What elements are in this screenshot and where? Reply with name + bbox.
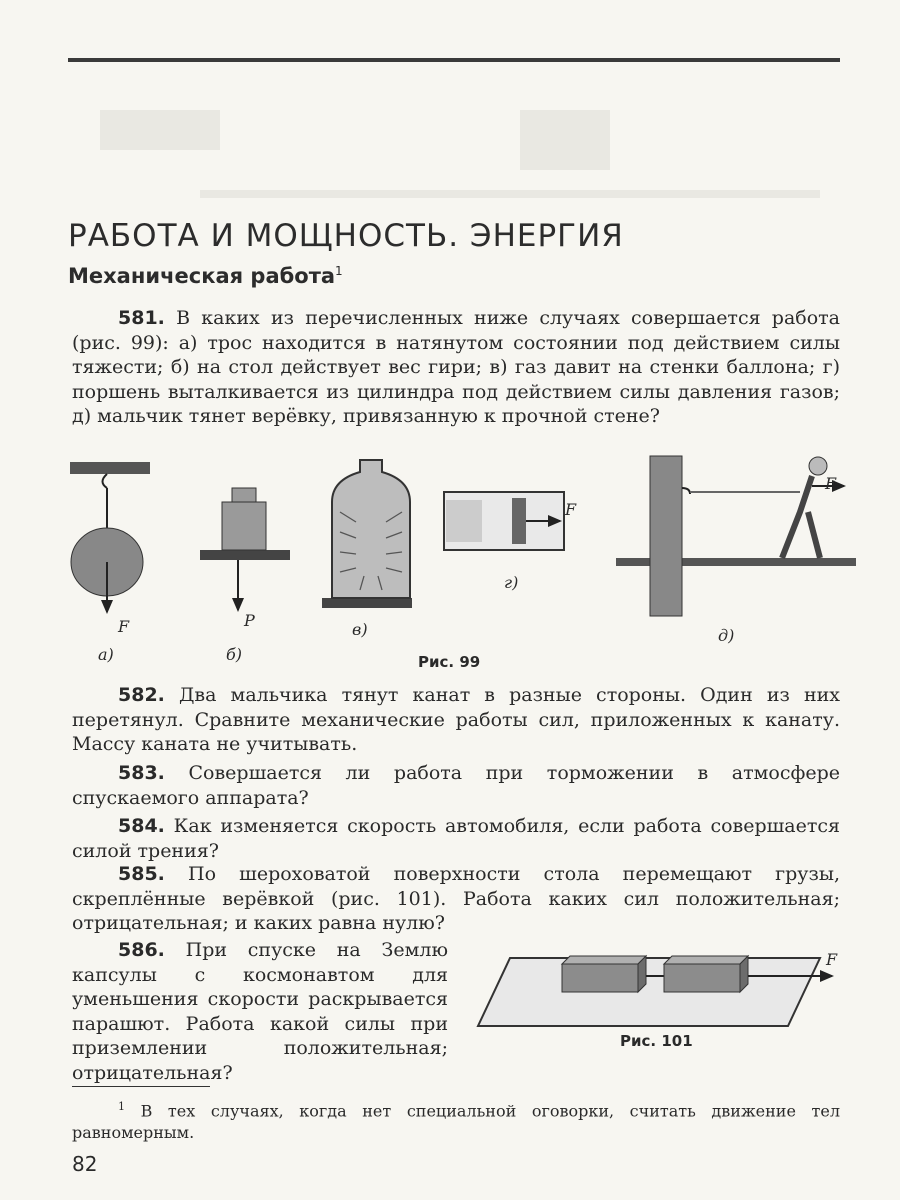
force-label-f-e: F: [825, 474, 837, 493]
problem-number: 585.: [118, 863, 165, 885]
top-rule: [68, 58, 840, 62]
section-title-text: Механическая работа: [68, 264, 336, 288]
section-title: [68, 264, 343, 288]
problem-number: 582.: [118, 684, 165, 706]
problem-number: 581.: [118, 307, 165, 329]
fig99-b-weight-on-table: [200, 488, 290, 610]
fig101-force-label: F: [826, 950, 838, 969]
bleed-through-block: [100, 110, 220, 150]
footnote-text: В тех случаях, когда нет специальной оговорки, считать движение тел равномерным.: [72, 1101, 840, 1143]
fig99-caption: Рис. 99: [418, 653, 481, 671]
fig101-caption: Рис. 101: [620, 1032, 693, 1050]
problem-583: [72, 761, 840, 810]
problem-number: 584.: [118, 815, 165, 837]
footnote: [72, 1096, 840, 1144]
chapter-title: РАБОТА И МОЩНОСТЬ. ЭНЕРГИЯ: [68, 218, 624, 254]
fig99-label-b: б): [226, 645, 243, 664]
problem-text: Как изменяется скорость автомобиля, если работа совершается силой трения?: [72, 815, 840, 862]
problem-581: [72, 306, 840, 429]
fig99-label-d: г): [504, 573, 519, 592]
fig101-block-1: [562, 956, 646, 992]
fig101-block-2: [664, 956, 748, 992]
problem-text: По шероховатой поверхности стола перемещают грузы, скреплённые верёвкой (рис. 101). Работа каких сил положительная; отрицательная; и каких равна нулю?: [72, 863, 841, 934]
figure-101: [470, 948, 840, 1038]
problem-text: При спуске на Землю капсулы с космонавтом для уменьшения скорости раскрывается парашют. Работа какой силы при приземлении положительная; отрицательная?: [72, 939, 448, 1084]
fig99-label-e: д): [718, 626, 735, 645]
force-label-f-a: F: [118, 617, 130, 636]
problem-text: Два мальчика тянут канат в разные стороны. Один из них перетянул. Сравните механические работы сил, приложенных к канату. Массу каната не учитывать.: [72, 684, 840, 755]
fig99-a-weight-on-rope: [70, 462, 150, 612]
figure-99: [60, 452, 900, 652]
problem-number: 586.: [118, 939, 165, 961]
fig99-label-a: а): [98, 645, 114, 664]
page-number: 82: [72, 1152, 98, 1176]
problem-text: Совершается ли работа при торможении в атмосфере спускаемого аппарата?: [72, 762, 840, 809]
problem-582: [72, 683, 840, 757]
bleed-through-block: [200, 190, 820, 198]
fig99-c-gas-cylinder: [322, 460, 412, 608]
force-label-f-d: F: [565, 500, 577, 519]
fig99-d-piston: [444, 492, 564, 550]
fig99-e-boy-pulling-rope: [616, 456, 856, 616]
problem-586: [72, 938, 448, 1085]
fig99-label-c: в): [352, 620, 368, 639]
footnote-mark: 1: [118, 1100, 125, 1113]
footnote-ref: 1: [335, 264, 343, 278]
bleed-through-block: [520, 110, 610, 170]
force-label-p: P: [244, 611, 255, 630]
problem-number: 583.: [118, 762, 165, 784]
footnote-rule: [72, 1086, 210, 1087]
problem-584: [72, 814, 840, 863]
problem-585: [72, 862, 840, 936]
problem-text: В каких из перечисленных ниже случаях совершается работа (рис. 99): а) трос находится в натянутом состоянии под действием силы тяжести; б) на стол действует вес гири; в) газ давит на стенки баллона; г) поршень выталкивается из цилиндра под действием силы давления газов; д) мальчик тянет верёвку, привязанную к прочной стене?: [72, 307, 840, 427]
